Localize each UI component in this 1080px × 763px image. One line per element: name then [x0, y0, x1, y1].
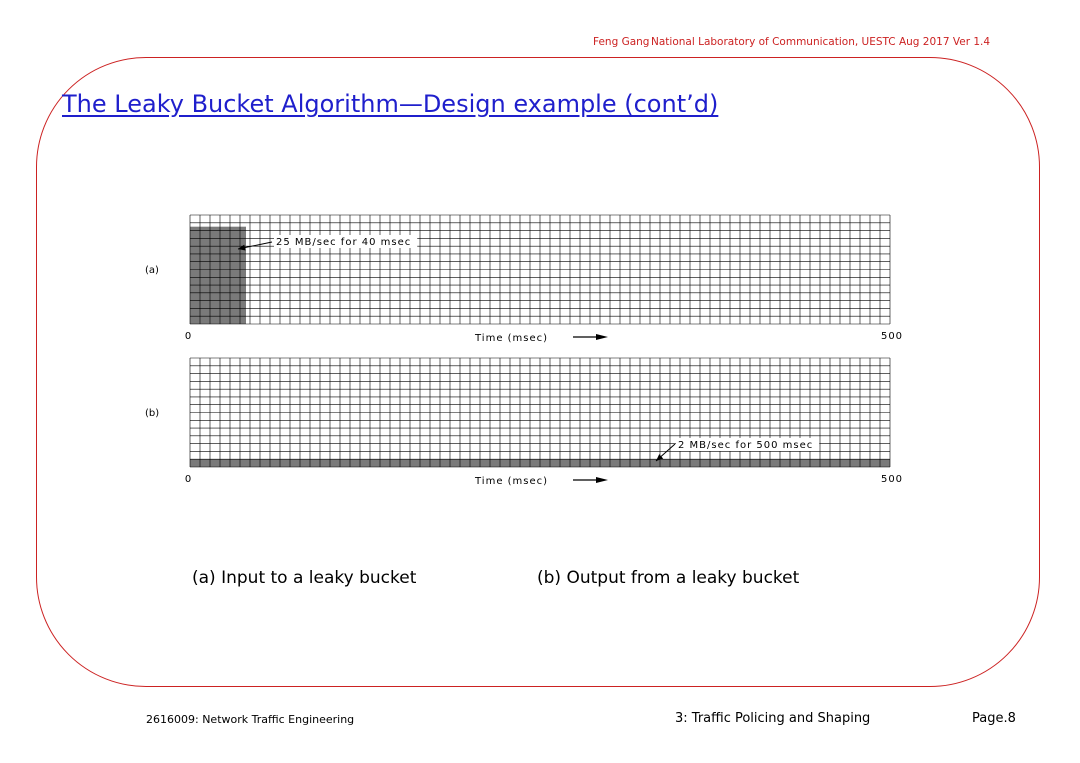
- x-axis-label: Time (msec): [475, 476, 549, 487]
- x-tick-start: 0: [184, 331, 192, 342]
- x-axis-arrow: [573, 334, 608, 340]
- annotation-label: 25 MB/sec for 40 msec: [276, 237, 412, 248]
- x-tick-end: 500: [880, 474, 904, 485]
- x-axis-arrow: [573, 477, 608, 483]
- chart-output: [130, 355, 920, 490]
- footer-topic: 3: Traffic Policing and Shaping: [675, 711, 871, 726]
- annotation-label: 2 MB/sec for 500 msec: [678, 440, 814, 451]
- footer-course: 2616009: Network Traffic Engineering: [146, 713, 355, 726]
- x-tick-start: 0: [184, 474, 192, 485]
- header-lab: National Laboratory of Communication, UESTC Aug 2017 Ver 1.4: [651, 36, 991, 48]
- footer-page-number: Page.8: [972, 711, 1016, 726]
- panel-label: (a): [145, 265, 159, 276]
- caption-input: (a) Input to a leaky bucket: [192, 568, 417, 588]
- chart-output-svg: [130, 355, 920, 490]
- chart-input-svg: [130, 212, 920, 347]
- panel-label: (b): [145, 408, 160, 419]
- x-tick-end: 500: [880, 331, 904, 342]
- caption-output: (b) Output from a leaky bucket: [537, 568, 800, 588]
- data-area: [190, 227, 246, 324]
- slide-title: The Leaky Bucket Algorithm—Design example (cont’d): [62, 90, 719, 118]
- x-axis-label: Time (msec): [475, 333, 549, 344]
- chart-input: [130, 212, 920, 347]
- header-author: Feng Gang: [593, 36, 650, 48]
